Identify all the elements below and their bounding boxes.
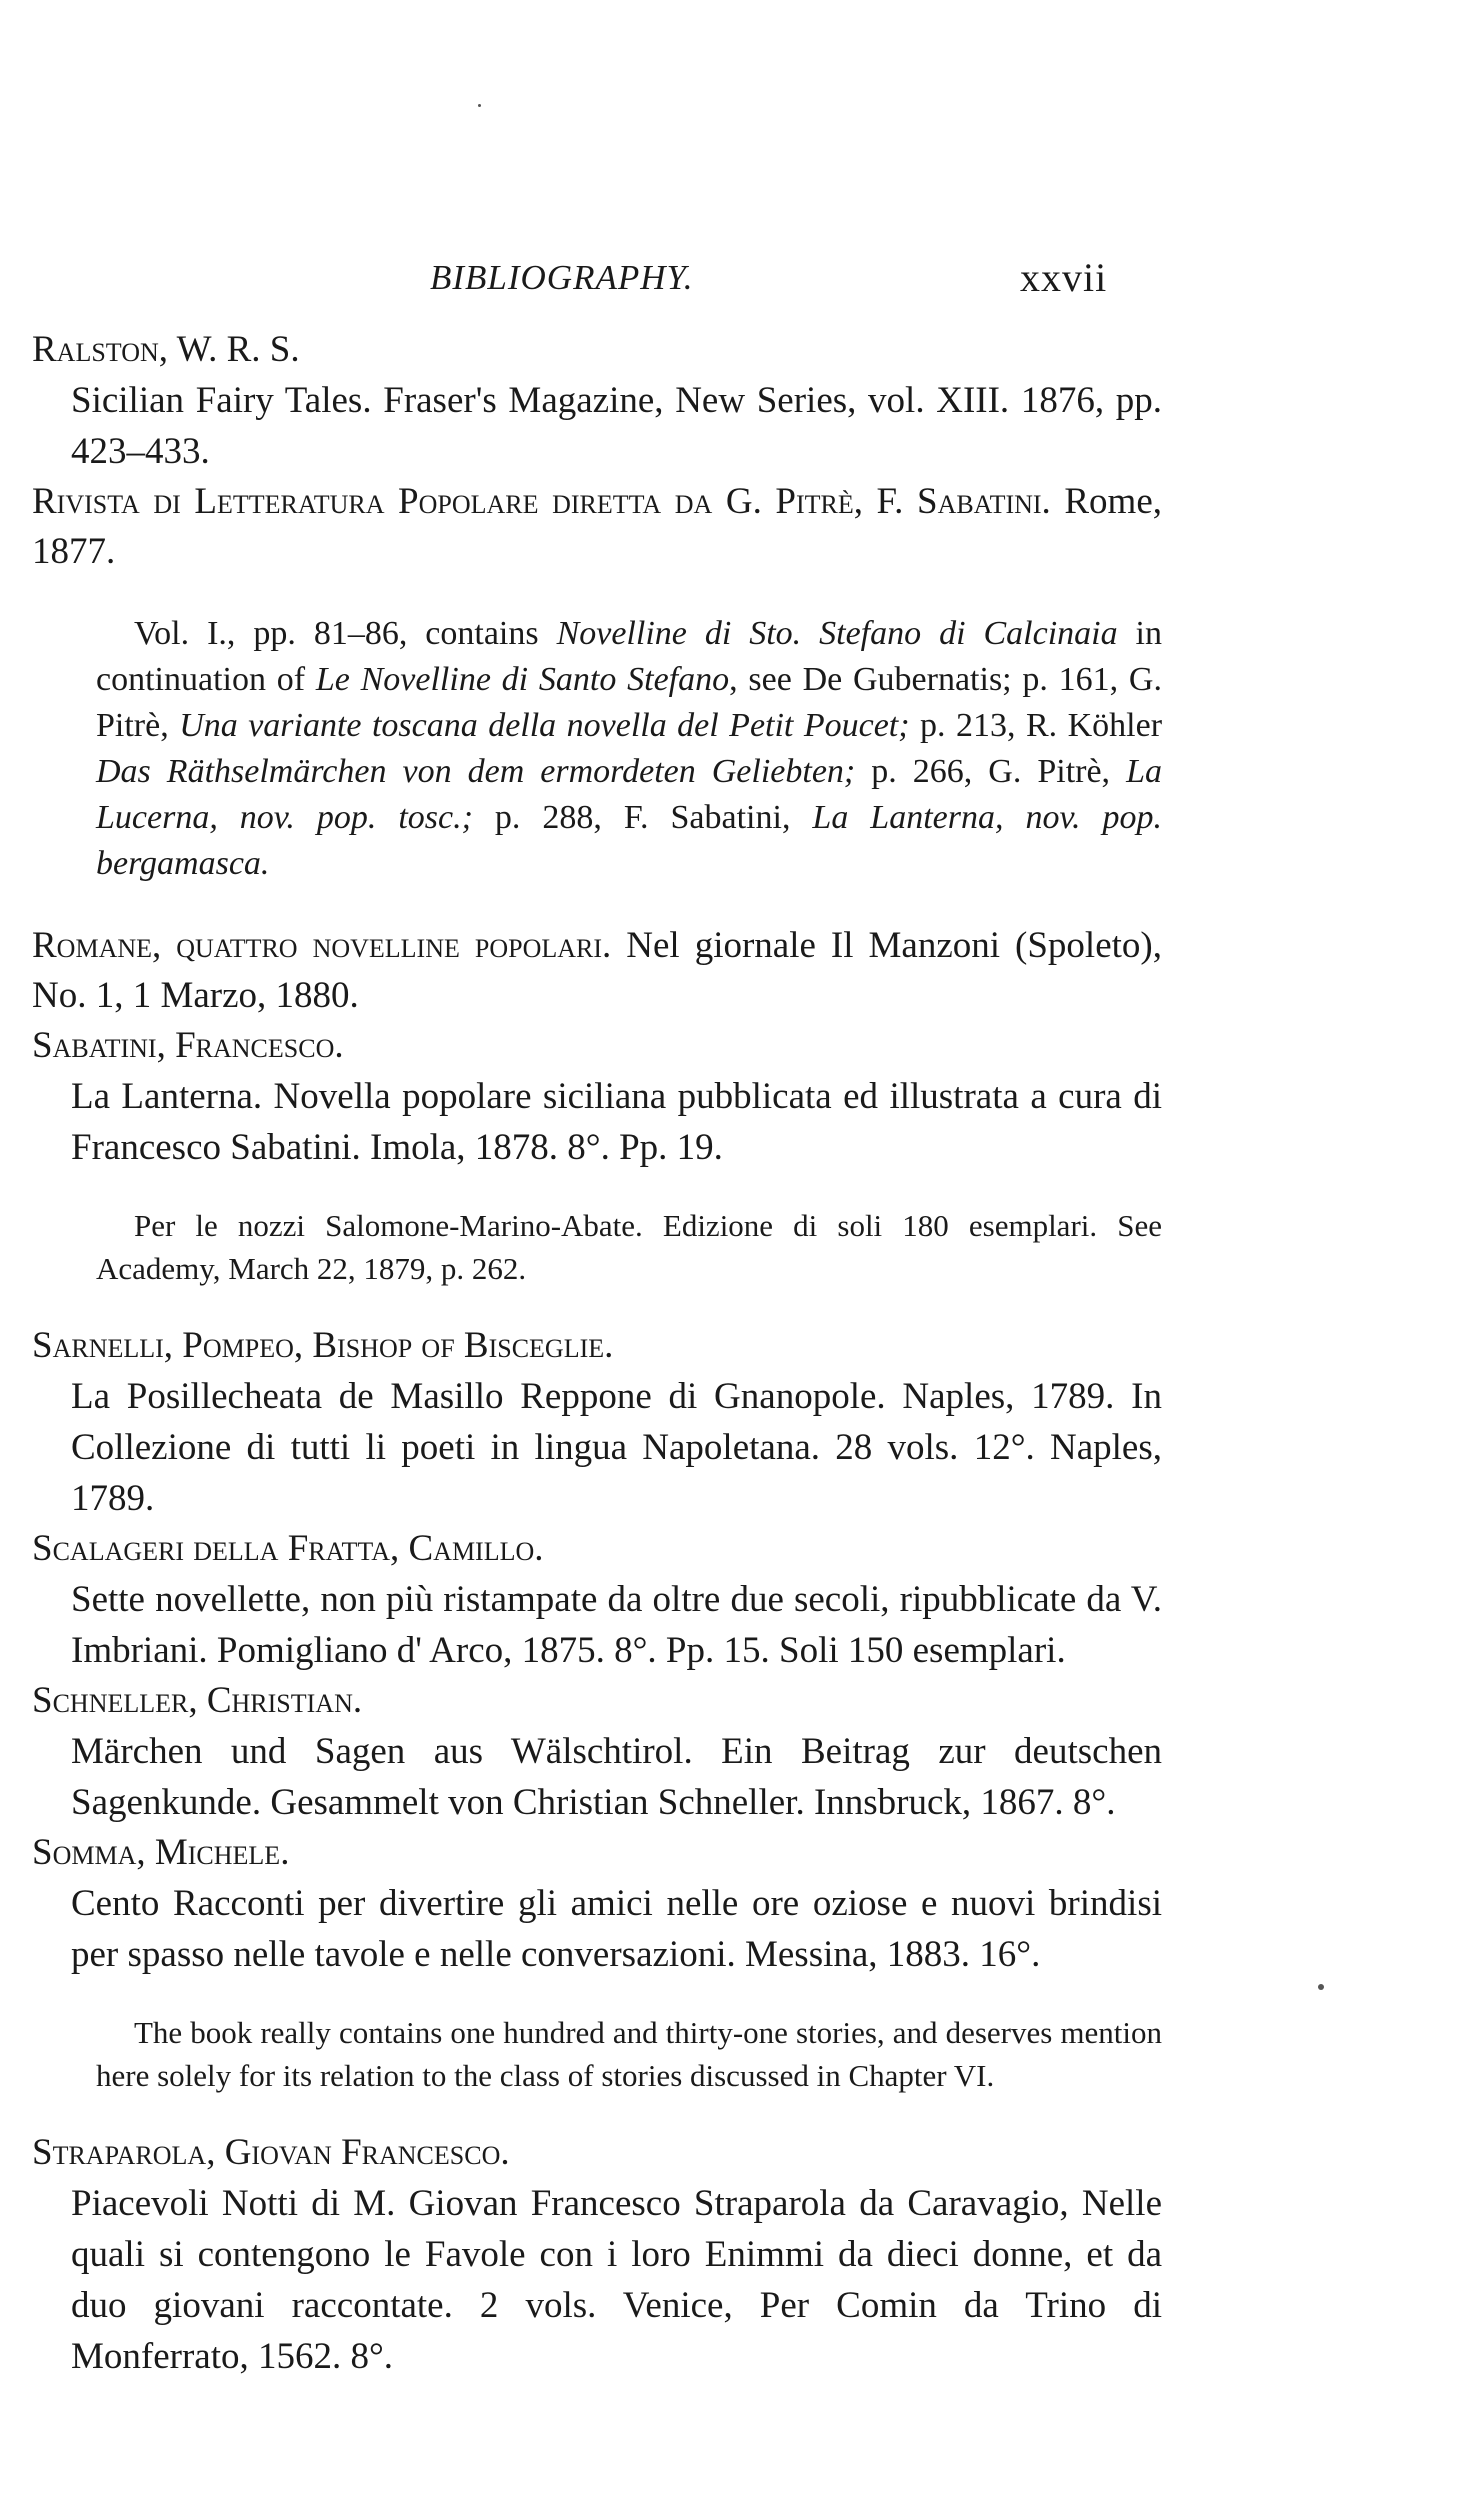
entry-body: Cento Racconti per divertire gli amici nelle ore oziose e nuovi brindisi per spasso nelle tavole e nelle conversazioni. Messina, 1883. 16°. bbox=[71, 1883, 1162, 1975]
page-number: xxvii bbox=[1020, 255, 1108, 300]
entry-straparola bbox=[32, 2128, 1162, 2382]
entry-heading: Sarnelli, Pompeo, Bishop of Bisceglie. bbox=[32, 1325, 614, 1366]
entry-heading-title: Romane, quattro novelline popolari. bbox=[32, 925, 612, 966]
entry-heading: Scalageri della Fratta, Camillo. bbox=[32, 1528, 544, 1569]
entry-heading: Somma, Michele. bbox=[32, 1832, 290, 1873]
print-speck bbox=[478, 104, 481, 107]
entry-ralston bbox=[32, 325, 1162, 477]
note-title: Una variante toscana della novella del Petit Poucet; bbox=[179, 707, 910, 744]
entry-heading: Schneller, Christian. bbox=[32, 1680, 363, 1721]
entry-somma bbox=[32, 1828, 1162, 2097]
entry-body: Sicilian Fairy Tales. Fraser's Magazine, New Series, vol. XIII. 1876, pp. 423–433. bbox=[71, 380, 1162, 472]
entry-rivista bbox=[32, 477, 1162, 887]
entry-sabatini bbox=[32, 1021, 1162, 1290]
note-text: Vol. I., pp. 81–86, contains bbox=[134, 615, 557, 652]
entry-schneller bbox=[32, 1676, 1162, 1828]
entry-body: Nel giornale Il Manzoni (Spoleto), No. 1, 1 Marzo, 1880. bbox=[32, 925, 1162, 1016]
entry-heading-suffix: Rome, 1877. bbox=[32, 481, 1163, 572]
note-title: La Lanterna, nov. pop. bergamasca. bbox=[96, 799, 1163, 882]
note-title: La Lucerna, nov. pop. tosc.; bbox=[96, 753, 1162, 836]
entry-body: Piacevoli Notti di M. Giovan Francesco Straparola da Caravagio, Nelle quali si contengono le Favole con i loro Enimmi da dieci donne, et da duo giovani raccontate. 2 vols. Venice, Per Comin da Trino di Monferrato, 1562. 8°. bbox=[71, 2183, 1162, 2377]
note-text: p. 266, G. Pitrè, bbox=[855, 753, 1127, 790]
note-title: Le Novelline di Santo Stefano bbox=[315, 661, 730, 698]
entry-note: The book really contains one hundred and thirty-one stories, and deserves mention here solely for its relation to the class of stories discussed in Chapter VI. bbox=[96, 2015, 1162, 2093]
entry-heading: Sabatini, Francesco. bbox=[32, 1025, 344, 1066]
entry-body: Märchen und Sagen aus Wälschtirol. Ein Beitrag zur deutschen Sagenkunde. Gesammelt von Christian Schneller. Innsbruck, 1867. 8°. bbox=[71, 1731, 1162, 1823]
print-speck bbox=[1318, 1984, 1324, 1990]
entry-body: La Lanterna. Novella popolare siciliana pubblicata ed illustrata a cura di Francesco Sabatini. Imola, 1878. 8°. Pp. 19. bbox=[71, 1076, 1162, 1168]
note-text: p. 213, R. Köhler bbox=[909, 707, 1163, 744]
note-title: Novelline di Sto. Stefano di Calcinaia bbox=[556, 615, 1118, 652]
entry-heading bbox=[32, 477, 1162, 577]
running-title: BIBLIOGRAPHY. bbox=[430, 258, 694, 297]
running-head bbox=[0, 252, 1473, 312]
entry-heading bbox=[32, 921, 1162, 1021]
entry-heading-title: Rivista di Letteratura Popolare diretta da G. Pitrè, F. Sabatini. bbox=[32, 481, 1051, 522]
entry-note: Per le nozzi Salomone-Marino-Abate. Edizione di soli 180 esemplari. See Academy, March 22, 1879, p. 262. bbox=[96, 1208, 1162, 1286]
note-text: p. 288, F. Sabatini, bbox=[472, 799, 813, 836]
entry-scalageri bbox=[32, 1524, 1162, 1676]
entry-heading: Ralston, W. R. S. bbox=[32, 329, 300, 370]
entry-body: La Posillecheata de Masillo Reppone di Gnanopole. Naples, 1789. In Collezione di tutti li poeti in lingua Napoletana. 28 vols. 12°. Naples, 1789. bbox=[71, 1376, 1162, 1519]
entry-heading: Straparola, Giovan Francesco. bbox=[32, 2132, 510, 2173]
entry-romane bbox=[32, 921, 1162, 1021]
bibliography-list bbox=[32, 325, 1162, 2382]
note-text: , see De Gubernatis; p. 161, G. Pitrè, bbox=[96, 661, 1162, 744]
note-text: in continuation of bbox=[96, 615, 1163, 698]
entry-body: Sette novellette, non più ristampate da oltre due secoli, ripubblicate da V. Imbriani. Pomigliano d' Arco, 1875. 8°. Pp. 15. Soli 150 esemplari. bbox=[71, 1579, 1162, 1671]
entry-sarnelli bbox=[32, 1321, 1162, 1524]
note-title: Das Räthselmärchen von dem ermordeten Geliebten; bbox=[96, 753, 856, 790]
entry-note bbox=[32, 611, 1162, 887]
